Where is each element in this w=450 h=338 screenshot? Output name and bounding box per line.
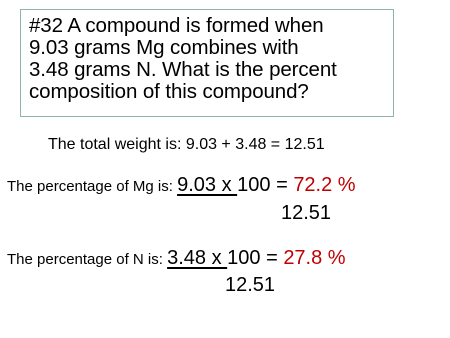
n-percentage-line [7,247,346,271]
n-percentage-label: The percentage of N is: [7,251,168,268]
n-percentage-result: 27.8 % [283,247,346,269]
n-denominator: 12.51 [225,274,276,296]
mg-percentage-result: 72.2 % [293,174,356,196]
problem-statement-box [20,9,394,117]
n-numerator: 3.48 x [167,247,228,269]
mg-denominator: 12.51 [281,202,332,224]
mg-percentage-line [7,174,356,198]
mg-percentage-label: The percentage of Mg is: [7,178,178,195]
problem-line-4: composition of this compound? [29,80,309,103]
total-weight-line: The total weight is: 9.03 + 3.48 = 12.51 [48,136,325,153]
n-multiplier: 100 = [227,247,284,269]
problem-line-2: 9.03 grams Mg combines with [29,36,299,59]
mg-multiplier: 100 = [237,174,294,196]
problem-line-1: #32 A compound is formed when [29,14,324,37]
problem-line-3: 3.48 grams N. What is the percent [29,58,337,81]
mg-numerator: 9.03 x [177,174,238,196]
